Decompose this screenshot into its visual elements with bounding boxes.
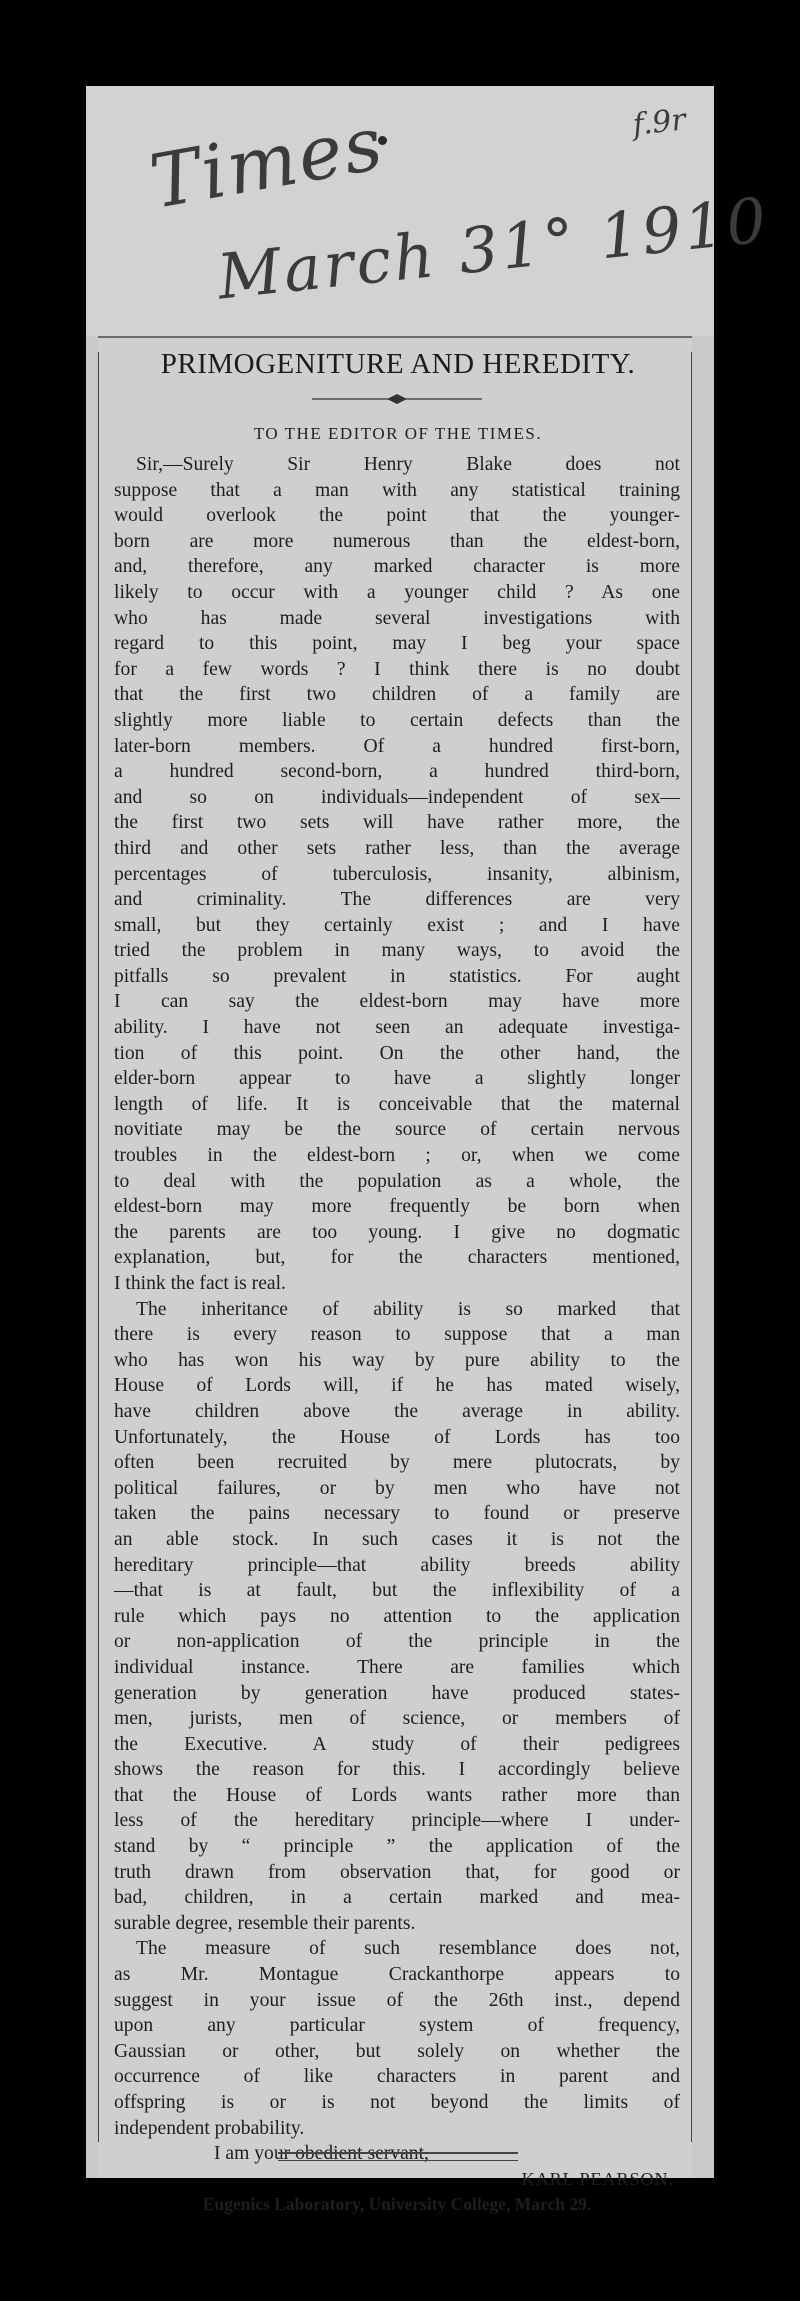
article-line: upon any particular system of frequency, <box>114 2015 680 2037</box>
article-line: shows the reason for this. I accordingly believe <box>114 1759 680 1781</box>
article-line: likely to occur with a younger child ? As one <box>114 581 680 603</box>
article-line: there is every reason to suppose that a man <box>114 1324 680 1346</box>
article-line: percentages of tuberculosis, insanity, albinism, <box>114 863 680 885</box>
article-line: and criminality. The differences are very <box>114 889 680 911</box>
article-line: —that is at fault, but the inflexibility of a <box>114 1580 680 1602</box>
article-line: Unfortunately, the House of Lords has too <box>114 1426 680 1448</box>
article-line: slightly more liable to certain defects than the <box>114 709 680 731</box>
article-line: born are more numerous than the eldest-born, <box>114 530 680 552</box>
article-line: occurrence of like characters in parent and <box>114 2066 680 2088</box>
to-editor-line: TO THE EDITOR OF THE TIMES. <box>253 424 543 443</box>
article-line: length of life. It is conceivable that the maternal <box>114 1093 680 1115</box>
article-line: explanation, but, for the characters mentioned, <box>114 1247 680 1269</box>
article-line: troubles in the eldest-born ; or, when we come <box>114 1145 680 1167</box>
scan-frame <box>86 86 773 2215</box>
article-line: ability. I have not seen an adequate investiga- <box>114 1017 680 1039</box>
article-line: as Mr. Montague Crackanthorpe appears to <box>114 1964 680 1986</box>
article-line: independent probability. <box>114 2117 305 2139</box>
article-line: elder-born appear to have a slightly longer <box>114 1068 680 1090</box>
article-line: often been recruited by mere plutocrats, by <box>114 1452 680 1474</box>
article-line: truth drawn from observation that, for good or <box>114 1861 680 1883</box>
article-line: or non-application of the principle in the <box>114 1631 680 1653</box>
article-line: the Executive. A study of their pedigrees <box>114 1733 680 1755</box>
article-line: who has won his way by pure ability to the <box>114 1349 680 1371</box>
article-line: suppose that a man with any statistical training <box>114 479 680 501</box>
article-line: small, but they certainly exist ; and I have <box>114 914 680 936</box>
article-line: that the first two children of a family are <box>114 684 680 706</box>
article-line: tion of this point. On the other hand, the <box>114 1042 680 1064</box>
article-line: stand by “ principle ” the application of the <box>114 1836 680 1858</box>
article-line: offspring is or is not beyond the limits of <box>114 2092 680 2113</box>
article-line: I think the fact is real. <box>114 1273 286 1294</box>
article-line: bad, children, in a certain marked and mea- <box>114 1887 680 1909</box>
annotation-paper <box>86 86 773 336</box>
article-line: hereditary principle—that ability breeds ability <box>114 1554 680 1576</box>
article-line: for a few words ? I think there is no doubt <box>114 658 680 680</box>
article-line: men, jurists, men of science, or members of <box>114 1708 680 1730</box>
article-line: surable degree, resemble their parents. <box>114 1912 416 1934</box>
article-line: and, therefore, any marked character is more <box>114 556 680 578</box>
article-line: an able stock. In such cases it is not the <box>114 1528 680 1550</box>
closing-rule <box>278 2152 518 2161</box>
article-line: rule which pays no attention to the application <box>114 1605 680 1627</box>
article-line: The inheritance of ability is so marked that <box>136 1298 680 1320</box>
article-line: individual instance. There are families which <box>114 1656 680 1678</box>
article-line: the first two sets will have rather more, the <box>114 812 680 834</box>
article-line: I can say the eldest-born may have more <box>114 991 680 1013</box>
article-line: novitiate may be the source of certain nervous <box>114 1119 680 1141</box>
article-line: political failures, or by men who have not <box>114 1477 680 1499</box>
article-line: Sir,—Surely Sir Henry Blake does not <box>136 454 680 475</box>
date-annotation: March 31° 1910 <box>214 183 773 314</box>
folio-annotation: f.9r <box>631 102 688 143</box>
article-line: taken the pains necessary to found or preserve <box>114 1503 680 1525</box>
headline-ornament <box>312 394 482 404</box>
article-line: and so on individuals—independent of sex— <box>114 786 680 808</box>
article-line: Gaussian or other, but solely on whether the <box>114 2040 680 2062</box>
article-line: generation by generation have produced states- <box>114 1682 680 1704</box>
author-signature: KARL PEARSON. <box>521 2168 674 2189</box>
author-address: Eugenics Laboratory, University College, March 29. <box>202 2194 592 2215</box>
letter-closing: I am your obedient servant, <box>214 2143 429 2165</box>
article-line: that the House of Lords wants rather more than <box>114 1784 680 1806</box>
newspaper-clipping <box>98 336 692 2215</box>
article-line: who has made several investigations with <box>114 607 680 629</box>
article-line: the parents are too young. I give no dogmatic <box>114 1221 680 1243</box>
article-line: a hundred second-born, a hundred third-born, <box>114 761 680 783</box>
article-line: suggest in your issue of the 26th inst., depend <box>114 1989 680 2011</box>
article-line: would overlook the point that the younger- <box>114 505 680 527</box>
article-line: eldest-born may more frequently be born when <box>114 1196 680 1218</box>
article-line: House of Lords will, if he has mated wisely, <box>114 1375 680 1397</box>
article-line: to deal with the population as a whole, the <box>114 1170 680 1192</box>
newspaper-annotation: Times <box>144 100 391 226</box>
article-line: have children above the average in ability. <box>114 1400 680 1422</box>
article-line: pitfalls so prevalent in statistics. For aught <box>114 965 680 987</box>
article-line: tried the problem in many ways, to avoid the <box>114 940 680 962</box>
article-line: The measure of such resemblance does not, <box>136 1938 680 1960</box>
column-rule-left <box>98 352 99 2142</box>
article-body <box>114 452 680 2218</box>
article-line: less of the hereditary principle—where I under- <box>114 1810 680 1832</box>
article-line: regard to this point, may I beg your space <box>114 633 680 655</box>
article-line: later-born members. Of a hundred first-born, <box>114 735 680 757</box>
article-headline: PRIMOGENITURE AND HEREDITY. <box>160 348 636 380</box>
column-rule-right <box>691 352 692 2142</box>
article-line: third and other sets rather less, than the average <box>114 837 680 859</box>
